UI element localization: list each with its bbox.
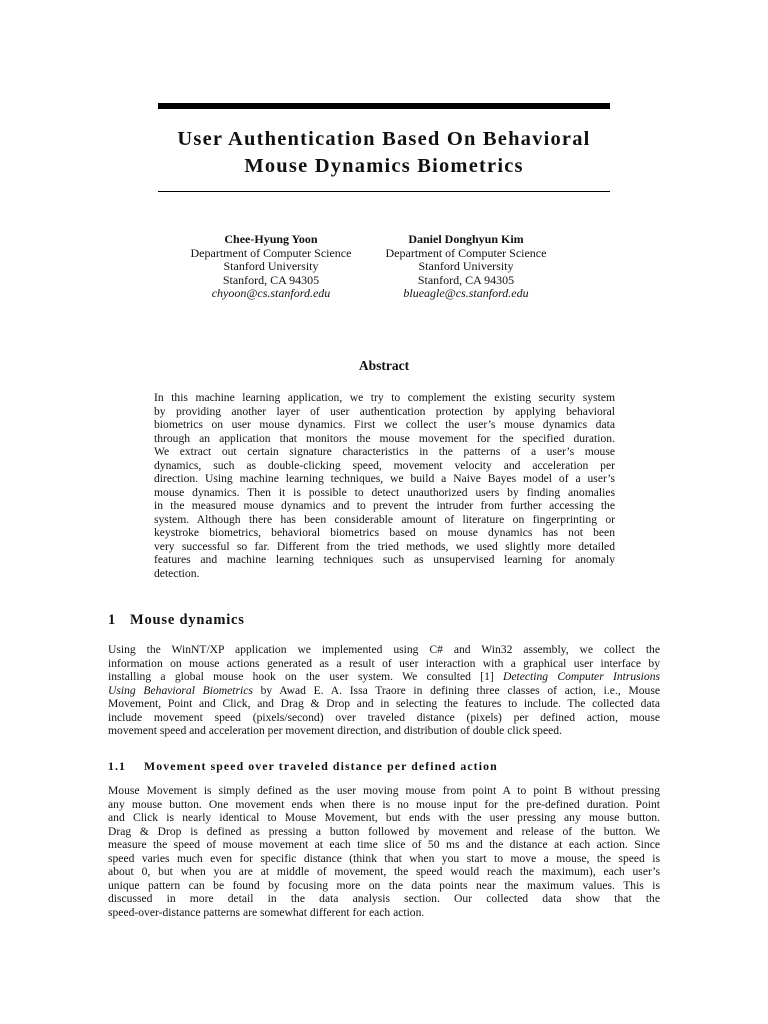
subsection-paragraph: [108, 784, 660, 919]
citation-title: Detecting Computer Intrusions: [503, 670, 660, 683]
section-number: 1: [108, 612, 117, 628]
subsection-title: Movement speed over traveled distance per defined action: [144, 759, 498, 773]
paragraph-line: and Click is nearly identical to Mouse Movement, but ends with the user pressing any mouse button.: [108, 811, 660, 824]
paragraph-line: [108, 684, 660, 698]
paragraph-line: any mouse button. One movement ends when there is no mouse input for the pre-defined duration. Point: [108, 797, 660, 811]
author-name: Daniel Donghyun Kim: [408, 232, 524, 246]
title-line-1: User Authentication Based On Behavioral: [177, 128, 591, 150]
abstract-line: detection.: [154, 566, 200, 580]
abstract-line: dynamics, such as double-clicking speed, movement velocity and acceleration per: [154, 458, 615, 472]
author-location: Stanford, CA 94305: [417, 272, 515, 287]
author-university: Stanford University: [418, 259, 514, 274]
author-email: blueagle@cs.stanford.edu: [403, 286, 529, 301]
section-title: Mouse dynamics: [130, 612, 245, 628]
abstract-line: through an application that monitors the mouse movement for the specified duration.: [154, 431, 615, 445]
paragraph-line: discussed in more detail in the data analysis section. Our collected data show that the: [108, 892, 660, 905]
abstract-body: [154, 391, 615, 580]
subsection-number: 1.1: [108, 759, 127, 773]
abstract-line: direction. Using machine learning techniques, we build a Naive Bayes model of a user’s: [154, 472, 615, 485]
abstract-line: mouse dynamics. Then it is possible to detect unauthorized users by finding anomalies: [154, 485, 615, 499]
paper-title: [108, 126, 660, 180]
abstract-line: by providing another layer of user authentication protection by applying behavioral: [154, 404, 615, 418]
paragraph-line: [108, 670, 660, 684]
abstract-heading: Abstract: [358, 358, 410, 373]
abstract-line: biometrics on user mouse dynamics. First we collect the user’s mouse dynamics data: [154, 418, 615, 431]
paragraph-line: Mouse Movement is simply defined as the user moving mouse from point A to point B without pressing: [108, 784, 660, 797]
abstract-line: We extract out certain signature characteristics in the patterns of a user’s mouse: [154, 445, 615, 458]
author-department: Department of Computer Science: [190, 245, 352, 260]
title-bottom-rule: [158, 191, 610, 192]
paragraph-line: Using the WinNT/XP application we implemented using C# and Win32 assembly, we collect the: [108, 643, 660, 656]
abstract-line: in the measured mouse dynamics and to prevent the intruder from further accessing the: [154, 499, 615, 512]
subsection-heading: [108, 759, 498, 774]
paragraph-line: information on mouse actions generated as a result of user interaction with a graphical user interface by: [108, 656, 660, 670]
author-block-2: [371, 233, 561, 301]
section-heading: [108, 612, 245, 629]
abstract-line: system. Although there has been considerable amount of literature on fingerprinting or: [154, 512, 615, 526]
abstract-line: features and machine learning techniques such as unsupervised learning for anomaly: [154, 553, 615, 566]
abstract-line: keystroke biometrics, behavioral biometrics based on mouse dynamics has not been: [154, 526, 615, 539]
paragraph-line: speed-over-distance patterns are somewhat different for each action.: [108, 905, 425, 919]
title-line-2: Mouse Dynamics Biometrics: [244, 155, 524, 177]
paragraph-line: Drag & Drop is defined as pressing a button followed by movement and release of the button. We: [108, 824, 660, 838]
author-email: chyoon@cs.stanford.edu: [211, 286, 331, 301]
paragraph-line: Movement, Point and Click, and Drag & Drop and in selecting the features to include. The collected data: [108, 697, 660, 710]
author-block-1: [176, 233, 366, 301]
author-name: Chee-Hyung Yoon: [224, 232, 318, 246]
author-university: Stanford University: [223, 259, 319, 274]
paragraph-line: include movement speed (pixels/second) over traveled distance (pixels) per defined action, mouse: [108, 710, 660, 724]
paragraph-line: about 0, but when you are at middle of movement, the speed would reach the maximum), each user’s: [108, 865, 660, 878]
author-department: Department of Computer Science: [385, 245, 547, 260]
title-top-rule: [158, 103, 610, 109]
section-paragraph: [108, 643, 660, 738]
abstract-line: In this machine learning application, we try to complement the existing security system: [154, 391, 615, 404]
paragraph-line: movement speed and acceleration per movement direction, and distribution of double click speed.: [108, 724, 562, 737]
citation-title: Using Behavioral Biometrics: [108, 683, 253, 697]
paragraph-line: measure the speed of mouse movement at each time slice of 50 ms and the distance at each action. Since: [108, 838, 660, 851]
abstract-line: very successful so far. Different from the tried methods, we used slightly more detailed: [154, 539, 615, 553]
author-location: Stanford, CA 94305: [222, 272, 320, 287]
paragraph-line: unique pattern can be found by focusing more on the data points near the maximum values. This is: [108, 878, 660, 892]
paragraph-line-text: installing a global mouse hook on the user system. We consulted [1]: [108, 670, 494, 683]
paragraph-line-text: by Awad E. A. Issa Traore in defining three classes of action, i.e., Mouse: [260, 683, 661, 697]
paragraph-line: speed varies much even for specific distance (think that when you start to move a mouse, the speed is: [108, 851, 660, 865]
